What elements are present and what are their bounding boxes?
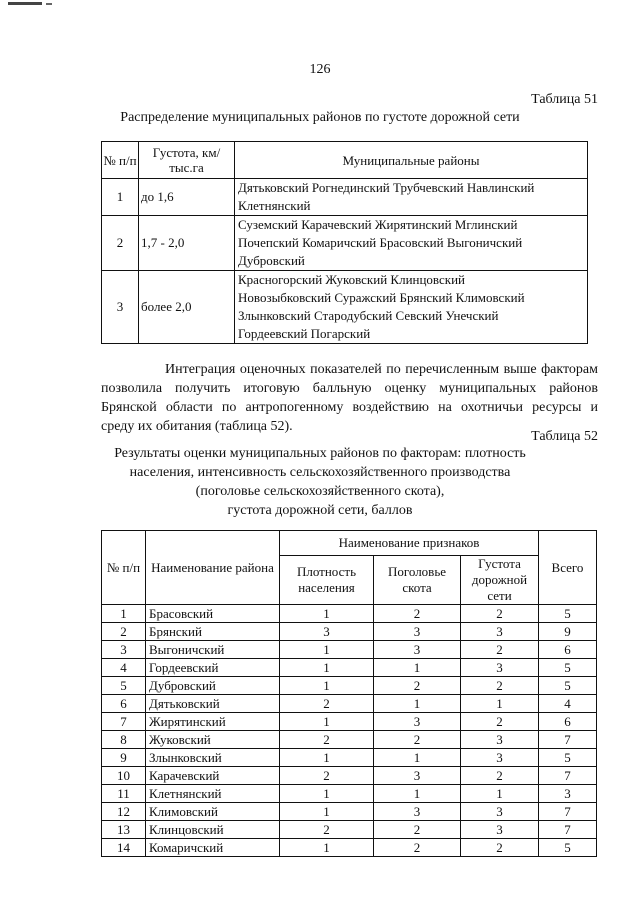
table52-title-line: населения, интенсивность сельскохозяйственного производства xyxy=(129,465,511,480)
paragraph-line: среду их обитания (таблица 52). xyxy=(101,419,293,434)
table51-header-num: № п/п xyxy=(102,142,139,179)
table-row xyxy=(102,731,597,749)
row-district-name: Дубровский xyxy=(146,677,280,695)
row-total: 7 xyxy=(539,767,597,785)
row-total: 5 xyxy=(539,659,597,677)
row-livestock: 3 xyxy=(374,641,461,659)
row-num: 9 xyxy=(102,749,146,767)
row-num: 7 xyxy=(102,713,146,731)
district-line: Почепский Комаричский Брасовский Выгоничский xyxy=(238,235,523,250)
row-num: 13 xyxy=(102,821,146,839)
row-num: 2 xyxy=(102,216,139,271)
row-roads: 2 xyxy=(461,713,539,731)
body-paragraph xyxy=(101,360,598,436)
row-livestock: 1 xyxy=(374,785,461,803)
row-roads: 3 xyxy=(461,623,539,641)
row-num: 11 xyxy=(102,785,146,803)
table-row xyxy=(102,641,597,659)
table52 xyxy=(101,530,597,857)
table52-title xyxy=(0,444,640,520)
table52-header-group: Наименование признаков xyxy=(280,531,539,556)
row-total: 4 xyxy=(539,695,597,713)
row-livestock: 3 xyxy=(374,623,461,641)
row-population: 1 xyxy=(280,839,374,857)
row-num: 3 xyxy=(102,271,139,344)
district-line: Новозыбковский Суражский Брянский Климовский xyxy=(238,290,525,305)
district-line: Гордеевский Погарский xyxy=(238,326,371,341)
row-total: 5 xyxy=(539,605,597,623)
row-district-name: Гордеевский xyxy=(146,659,280,677)
table51-header-row xyxy=(102,142,588,179)
row-roads: 3 xyxy=(461,821,539,839)
row-district-name: Карачевский xyxy=(146,767,280,785)
row-district-name: Комаричский xyxy=(146,839,280,857)
table-row xyxy=(102,271,588,344)
row-roads: 2 xyxy=(461,839,539,857)
row-num: 1 xyxy=(102,605,146,623)
table52-header-population: Плотность населения xyxy=(280,556,374,605)
row-roads: 3 xyxy=(461,803,539,821)
row-num: 6 xyxy=(102,695,146,713)
table51-header-density: Густота, км/тыс.га xyxy=(139,142,235,179)
row-population: 1 xyxy=(280,677,374,695)
table52-header-row xyxy=(102,531,597,556)
table-row xyxy=(102,785,597,803)
row-population: 2 xyxy=(280,695,374,713)
row-roads: 1 xyxy=(461,695,539,713)
row-population: 3 xyxy=(280,623,374,641)
row-num: 14 xyxy=(102,839,146,857)
row-population: 1 xyxy=(280,785,374,803)
row-district-name: Климовский xyxy=(146,803,280,821)
row-total: 7 xyxy=(539,821,597,839)
row-population: 1 xyxy=(280,659,374,677)
row-total: 9 xyxy=(539,623,597,641)
row-total: 5 xyxy=(539,749,597,767)
row-num: 5 xyxy=(102,677,146,695)
row-population: 1 xyxy=(280,749,374,767)
row-livestock: 2 xyxy=(374,821,461,839)
table52-header-name: Наименование района xyxy=(146,531,280,605)
page-number: 126 xyxy=(309,62,331,77)
row-population: 2 xyxy=(280,767,374,785)
table-row xyxy=(102,695,597,713)
table51 xyxy=(101,141,588,344)
district-line: Суземский Карачевский Жирятинский Мглинский xyxy=(238,217,518,232)
table52-body xyxy=(102,605,597,857)
table51-label: Таблица 51 xyxy=(531,92,598,107)
district-line: Дубровский xyxy=(238,253,305,268)
row-population: 2 xyxy=(280,821,374,839)
row-roads: 3 xyxy=(461,659,539,677)
table52-header-total: Всего xyxy=(539,531,597,605)
row-livestock: 1 xyxy=(374,659,461,677)
table51-header-districts: Муниципальные районы xyxy=(235,142,588,179)
table51-title: Распределение муниципальных районов по густоте дорожной сети xyxy=(120,110,520,125)
row-num: 8 xyxy=(102,731,146,749)
row-district-name: Клетнянский xyxy=(146,785,280,803)
row-total: 7 xyxy=(539,731,597,749)
table-row xyxy=(102,179,588,216)
row-total: 5 xyxy=(539,839,597,857)
row-total: 6 xyxy=(539,641,597,659)
row-livestock: 1 xyxy=(374,749,461,767)
table-row xyxy=(102,677,597,695)
row-districts xyxy=(235,271,588,344)
paragraph-line: позволила получить итоговую балльную оценку муниципальных районов xyxy=(101,381,598,396)
row-livestock: 2 xyxy=(374,731,461,749)
row-district-name: Брянский xyxy=(146,623,280,641)
row-livestock: 2 xyxy=(374,839,461,857)
row-district-name: Жирятинский xyxy=(146,713,280,731)
row-total: 6 xyxy=(539,713,597,731)
table-row xyxy=(102,659,597,677)
row-district-name: Жуковский xyxy=(146,731,280,749)
row-total: 3 xyxy=(539,785,597,803)
row-num: 12 xyxy=(102,803,146,821)
row-total: 5 xyxy=(539,677,597,695)
row-livestock: 1 xyxy=(374,695,461,713)
table52-title-line: Результаты оценки муниципальных районов по факторам: плотность xyxy=(114,446,526,461)
row-population: 2 xyxy=(280,731,374,749)
district-line: Клетнянский xyxy=(238,198,311,213)
scan-artifact-mark xyxy=(46,3,52,5)
row-num: 1 xyxy=(102,179,139,216)
row-roads: 3 xyxy=(461,731,539,749)
table52-header-roads: Густота дорожной сети xyxy=(461,556,539,605)
row-roads: 2 xyxy=(461,605,539,623)
row-total: 7 xyxy=(539,803,597,821)
row-livestock: 3 xyxy=(374,803,461,821)
table52-header-livestock: Поголовье скота xyxy=(374,556,461,605)
row-livestock: 3 xyxy=(374,713,461,731)
row-density: 1,7 - 2,0 xyxy=(139,216,235,271)
district-line: Дятьковский Рогнединский Трубчевский Навлинский xyxy=(238,180,535,195)
row-population: 1 xyxy=(280,713,374,731)
row-district-name: Злынковский xyxy=(146,749,280,767)
table-row xyxy=(102,821,597,839)
district-line: Красногорский Жуковский Клинцовский xyxy=(238,272,465,287)
row-livestock: 2 xyxy=(374,605,461,623)
table-row xyxy=(102,605,597,623)
table-row xyxy=(102,767,597,785)
table-row xyxy=(102,749,597,767)
row-district-name: Брасовский xyxy=(146,605,280,623)
row-roads: 2 xyxy=(461,767,539,785)
table-row xyxy=(102,216,588,271)
row-livestock: 3 xyxy=(374,767,461,785)
scan-artifact-mark xyxy=(8,2,42,5)
row-num: 3 xyxy=(102,641,146,659)
row-population: 1 xyxy=(280,605,374,623)
table52-header-num: № п/п xyxy=(102,531,146,605)
row-num: 10 xyxy=(102,767,146,785)
row-districts xyxy=(235,179,588,216)
row-roads: 1 xyxy=(461,785,539,803)
table-row xyxy=(102,713,597,731)
row-roads: 2 xyxy=(461,641,539,659)
row-density: более 2,0 xyxy=(139,271,235,344)
row-livestock: 2 xyxy=(374,677,461,695)
row-num: 4 xyxy=(102,659,146,677)
district-line: Злынковский Стародубский Севский Унечский xyxy=(238,308,499,323)
row-district-name: Клинцовский xyxy=(146,821,280,839)
table-row xyxy=(102,839,597,857)
table-row xyxy=(102,623,597,641)
table52-title-line: (поголовье сельскохозяйственного скота), xyxy=(195,484,445,499)
row-density: до 1,6 xyxy=(139,179,235,216)
row-district-name: Выгоничский xyxy=(146,641,280,659)
paragraph-line: Интеграция оценочных показателей по перечисленным выше факторам xyxy=(165,362,598,377)
table-row xyxy=(102,803,597,821)
row-num: 2 xyxy=(102,623,146,641)
row-districts xyxy=(235,216,588,271)
row-roads: 3 xyxy=(461,749,539,767)
paragraph-line: Брянской области по антропогенному воздействию на охотничьи ресурсы и xyxy=(101,400,598,415)
table52-label: Таблица 52 xyxy=(531,429,598,444)
row-population: 1 xyxy=(280,641,374,659)
row-roads: 2 xyxy=(461,677,539,695)
row-district-name: Дятьковский xyxy=(146,695,280,713)
table52-title-line: густота дорожной сети, баллов xyxy=(227,503,413,518)
row-population: 1 xyxy=(280,803,374,821)
